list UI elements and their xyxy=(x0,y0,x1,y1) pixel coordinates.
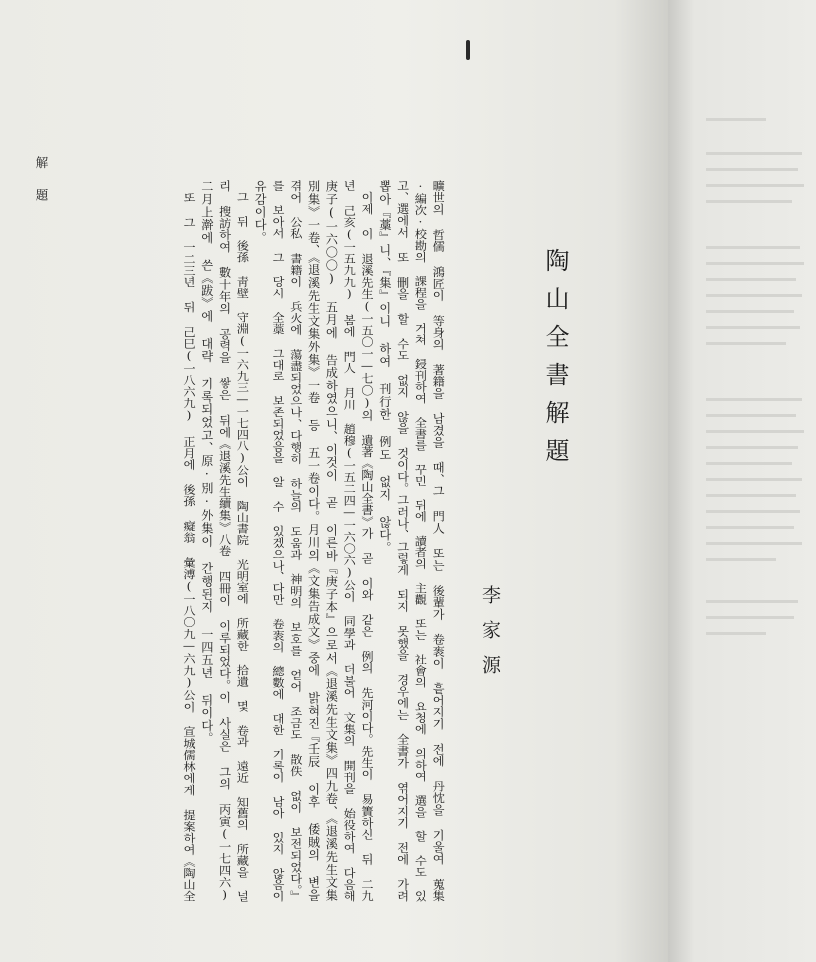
ink-smudge xyxy=(466,40,470,60)
text-column: 曠世의 哲儒 鴻匠이 等身의 著籍을 남겼을 때、그 門人 또는 後輩가 卷袠이 흩어지기 전에 丹忱을 기울여 蒐集 xyxy=(431,180,446,902)
text-column: 를 보아서 그 당시 全藁 그대로 보존되었음을 알 수 있겠으나、다만 卷袠의 總數에 대한 기록이 남아 있지 않음이 xyxy=(271,180,285,902)
facing-page-bleedthrough xyxy=(668,0,816,962)
document-title: 陶山全書解題 xyxy=(541,248,569,476)
text-column: 뽑아『藁』니、『集』이니 하여 刊行한 例도 없지 않다。 xyxy=(377,180,392,555)
author-name: 李家源 xyxy=(479,585,501,690)
text-column: 고、選에서 또 刪을 할 수도 없지 않을 것이다。그러나、그렇게 되지 못했을 경우에는 全書가 엮어지기 전에 가려 xyxy=(395,180,410,902)
text-column: 庚子(一六〇〇) 五月에 告成하였으니、이것이 곧 이른바『庚子本』으로서《退溪先生文集》四九卷、《退溪先生文集 xyxy=(324,180,339,902)
text-column: ·編次·校勘의 課程을 거쳐 鋟刊하여 全書를 꾸민 뒤에 讀者의 主觀 또는 社會의 요청에 의하여 選을 할 수도 있 xyxy=(413,180,428,902)
text-column: 유감이다。 xyxy=(253,180,268,244)
text-column: 또 그 一二三년 뒤 己巳(一八六九) 正月에 後孫 癡翁 彙溥(一八〇九—六九)公이 宣城儒林에게 提案하여《陶山全 xyxy=(182,180,196,902)
text-column: 別集》一卷、《退溪先生文集外集》一卷 등 五一卷이다。月川의《文集告成文》중에 밝혀진『壬辰 이후 倭賊의 변을 xyxy=(306,180,321,902)
text-column: 이제 이 退溪先生(一五〇一—七〇)의 遺著《陶山全書》가 곧 이와 같은 例의 先河이다。先生이 易簀하신 뒤 二九 xyxy=(360,180,374,902)
text-column: 그 뒤 後孫 靑壁 守淵(一六九三—一七四八)公이 陶山書院 光明室에 所藏한 拾遺 몇 卷과 遠近 知舊의 所藏을 널 xyxy=(235,180,250,902)
text-column: 년 己亥(一五九九) 봄에 門人 月川 趙穆(一五二四—一六〇六)公이 同學과 더불어 文集의 開刊을 始役하여 다음해 xyxy=(342,180,357,902)
text-column: 겪어 公私 書籍이 兵火에 蕩盡되었으나、다행히 하늘의 도움과 神明의 보호를 얻어 조금도 散佚 없이 보전되었다。』 xyxy=(288,180,303,902)
text-column: 二月上澣에 쓴《跋》에 대략 기록되었고、原·別·外集이 간행된지 一四五년 뒤이다。 xyxy=(199,180,214,745)
text-column: 리 搜訪하여 數十年의 공력을 쌓은 뒤에《退溪先生續集》八卷 四冊이 이루되었다。이 사실은 그의 丙寅(一七四六) xyxy=(217,180,232,902)
running-footer: 解題 xyxy=(34,156,49,221)
